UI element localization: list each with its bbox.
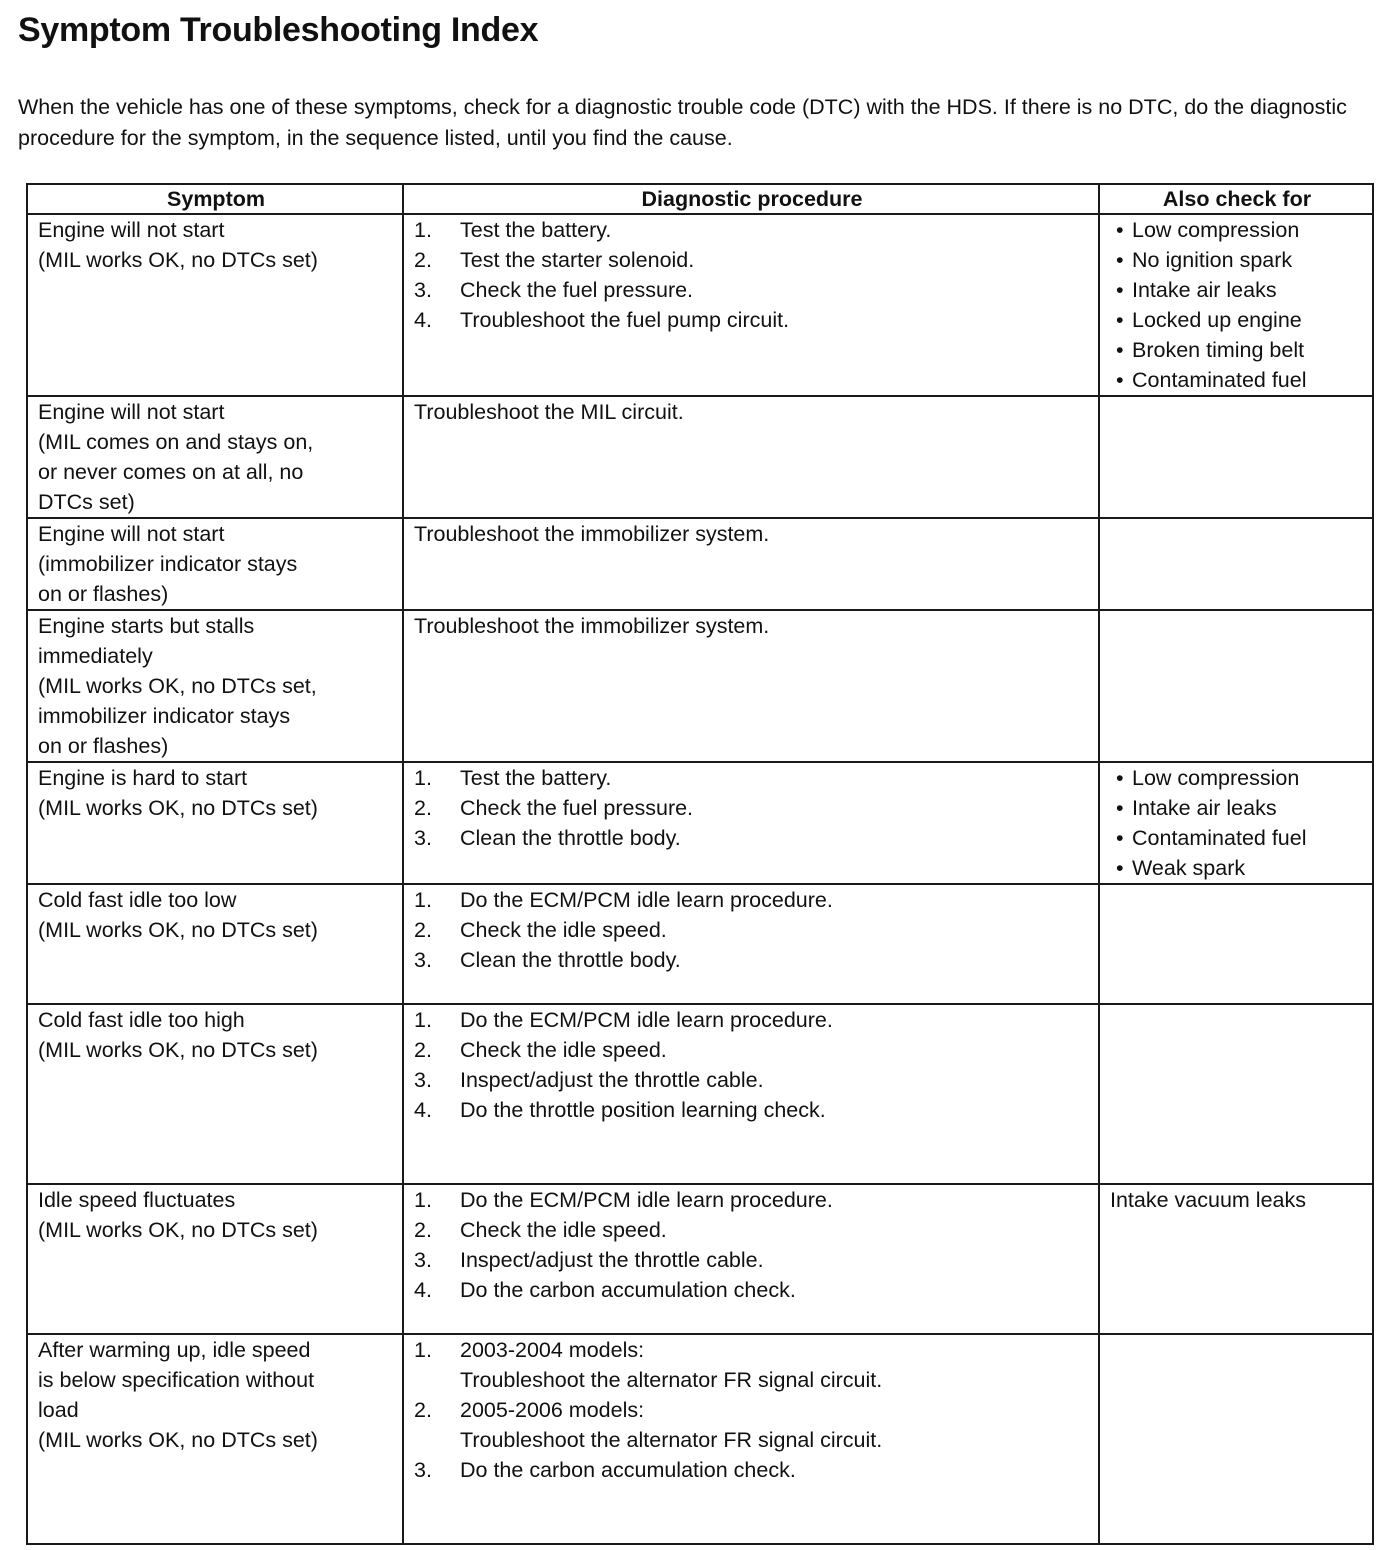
symptom-table xyxy=(26,183,1374,1545)
header-also-check-for: Also check for xyxy=(1099,184,1373,214)
symptom-line: (MIL works OK, no DTCs set) xyxy=(38,248,318,272)
bullet-icon: • xyxy=(1116,278,1124,302)
procedure-step xyxy=(414,305,1090,335)
symptom-line: (MIL works OK, no DTCs set, xyxy=(38,674,317,698)
symptom-cell xyxy=(27,610,403,762)
step-text xyxy=(460,885,833,915)
procedure-text: Troubleshoot the immobilizer system. xyxy=(414,522,770,546)
step-text xyxy=(460,1065,764,1095)
procedure-cell xyxy=(403,1004,1099,1184)
step-number: 3. xyxy=(414,948,432,972)
table-row xyxy=(27,610,1373,762)
step-text-line: Do the ECM/PCM idle learn procedure. xyxy=(460,1188,833,1212)
step-text-line: Clean the throttle body. xyxy=(460,948,681,972)
step-number: 1. xyxy=(414,218,432,242)
symptom-line: Idle speed fluctuates xyxy=(38,1188,236,1212)
step-number: 4. xyxy=(414,1278,432,1302)
also-check-list xyxy=(1110,215,1364,395)
table-row xyxy=(27,884,1373,1004)
header-symptom: Symptom xyxy=(27,184,403,214)
also-check-list xyxy=(1110,763,1364,883)
symptom-line: (immobilizer indicator stays xyxy=(38,552,298,576)
table-body xyxy=(27,214,1373,1544)
also-check-text: Contaminated fuel xyxy=(1132,826,1307,850)
procedure-step xyxy=(414,793,1090,823)
step-text xyxy=(460,1215,667,1245)
also-check-item xyxy=(1110,335,1364,365)
step-text xyxy=(460,305,789,335)
symptom-cell xyxy=(27,1334,403,1544)
also-check-cell xyxy=(1099,396,1373,518)
procedure-step xyxy=(414,1005,1090,1035)
procedure-step xyxy=(414,763,1090,793)
symptom-cell xyxy=(27,1004,403,1184)
step-text-line: Do the throttle position learning check. xyxy=(460,1098,826,1122)
step-text-line: Inspect/adjust the throttle cable. xyxy=(460,1068,764,1092)
procedure-step xyxy=(414,1065,1090,1095)
step-text-line: Check the idle speed. xyxy=(460,918,667,942)
also-check-text: Intake air leaks xyxy=(1132,796,1277,820)
procedure-cell xyxy=(403,610,1099,762)
also-check-item xyxy=(1110,245,1364,275)
step-number: 2. xyxy=(414,1398,432,1422)
symptom-line: is below specification without xyxy=(38,1368,315,1392)
also-check-cell xyxy=(1099,1334,1373,1544)
procedure-step xyxy=(414,945,1090,975)
symptom-line: Cold fast idle too low xyxy=(38,888,237,912)
step-number: 2. xyxy=(414,796,432,820)
also-check-item xyxy=(1110,793,1364,823)
bullet-icon: • xyxy=(1116,826,1124,850)
table-row xyxy=(27,762,1373,884)
step-number: 4. xyxy=(414,308,432,332)
step-text xyxy=(460,1275,796,1305)
procedure-step xyxy=(414,1215,1090,1245)
step-number: 2. xyxy=(414,1038,432,1062)
step-text-line: Check the idle speed. xyxy=(460,1038,667,1062)
step-text xyxy=(460,915,667,945)
also-check-cell xyxy=(1099,610,1373,762)
step-text-line: 2005-2006 models: xyxy=(460,1398,645,1422)
also-check-item xyxy=(1110,823,1364,853)
also-check-text: Intake vacuum leaks xyxy=(1110,1188,1306,1212)
procedure-step xyxy=(414,1245,1090,1275)
step-text xyxy=(460,275,693,305)
step-number: 1. xyxy=(414,1338,432,1362)
procedure-cell xyxy=(403,396,1099,518)
procedure-step xyxy=(414,245,1090,275)
step-text xyxy=(460,763,611,793)
symptom-line: After warming up, idle speed xyxy=(38,1338,311,1362)
step-text xyxy=(460,1035,667,1065)
step-text-line: Inspect/adjust the throttle cable. xyxy=(460,1248,764,1272)
step-number: 2. xyxy=(414,1218,432,1242)
also-check-cell xyxy=(1099,1004,1373,1184)
procedure-cell xyxy=(403,1334,1099,1544)
symptom-line: on or flashes) xyxy=(38,734,169,758)
procedure-cell xyxy=(403,1184,1099,1334)
step-text xyxy=(460,215,611,245)
procedure-text: Troubleshoot the immobilizer system. xyxy=(414,614,770,638)
symptom-cell xyxy=(27,1184,403,1334)
step-number: 1. xyxy=(414,766,432,790)
bullet-icon: • xyxy=(1116,856,1124,880)
step-text-line: Test the battery. xyxy=(460,218,612,242)
also-check-cell xyxy=(1099,762,1373,884)
symptom-cell xyxy=(27,884,403,1004)
step-text xyxy=(460,1005,833,1035)
also-check-cell xyxy=(1099,214,1373,396)
procedure-step xyxy=(414,915,1090,945)
table-row xyxy=(27,214,1373,396)
procedure-steps xyxy=(414,1185,1090,1305)
bullet-icon: • xyxy=(1116,218,1124,242)
bullet-icon: • xyxy=(1116,248,1124,272)
symptom-line: DTCs set) xyxy=(38,490,135,514)
step-text xyxy=(460,945,681,975)
symptom-line: (MIL works OK, no DTCs set) xyxy=(38,1038,318,1062)
symptom-line: (MIL works OK, no DTCs set) xyxy=(38,918,318,942)
symptom-line: (MIL works OK, no DTCs set) xyxy=(38,796,318,820)
step-text xyxy=(460,823,681,853)
step-text xyxy=(460,1395,882,1455)
also-check-text: Low compression xyxy=(1132,766,1300,790)
step-text xyxy=(460,793,693,823)
also-check-text: Locked up engine xyxy=(1132,308,1302,332)
intro-paragraph: When the vehicle has one of these symptoms, check for a diagnostic trouble code (DTC) with the HDS. If there is no DTC, do the diagnostic procedure for the symptom, in the sequence listed, until you find the cause. xyxy=(18,95,1347,150)
also-check-cell xyxy=(1099,884,1373,1004)
symptom-line: Cold fast idle too high xyxy=(38,1008,245,1032)
step-number: 1. xyxy=(414,1188,432,1212)
also-check-item xyxy=(1110,215,1364,245)
also-check-item xyxy=(1110,763,1364,793)
step-text-line: Clean the throttle body. xyxy=(460,826,681,850)
step-text xyxy=(460,1335,882,1395)
also-check-item xyxy=(1110,275,1364,305)
step-number: 3. xyxy=(414,1458,432,1482)
procedure-steps xyxy=(414,1335,1090,1485)
symptom-cell xyxy=(27,518,403,610)
symptom-line: (MIL comes on and stays on, xyxy=(38,430,314,454)
step-text-line: Test the starter solenoid. xyxy=(460,248,695,272)
also-check-text: Weak spark xyxy=(1132,856,1246,880)
symptom-line: Engine starts but stalls xyxy=(38,614,255,638)
also-check-text: Contaminated fuel xyxy=(1132,368,1307,392)
also-check-item xyxy=(1110,365,1364,395)
procedure-step xyxy=(414,1395,1090,1455)
symptom-cell xyxy=(27,396,403,518)
also-check-text: Broken timing belt xyxy=(1132,338,1305,362)
procedure-step xyxy=(414,275,1090,305)
table-header-row xyxy=(27,184,1373,214)
also-check-item xyxy=(1110,305,1364,335)
step-text-line: Do the ECM/PCM idle learn procedure. xyxy=(460,1008,833,1032)
symptom-line: Engine will not start xyxy=(38,218,225,242)
procedure-step xyxy=(414,823,1090,853)
step-number: 4. xyxy=(414,1098,432,1122)
step-number: 3. xyxy=(414,1248,432,1272)
also-check-cell xyxy=(1099,518,1373,610)
step-number: 3. xyxy=(414,278,432,302)
table-row xyxy=(27,396,1373,518)
procedure-step xyxy=(414,1275,1090,1305)
also-check-text: No ignition spark xyxy=(1132,248,1293,272)
table-row xyxy=(27,1184,1373,1334)
symptom-cell xyxy=(27,214,403,396)
also-check-text: Intake air leaks xyxy=(1132,278,1277,302)
symptom-cell xyxy=(27,762,403,884)
header-diagnostic-procedure: Diagnostic procedure xyxy=(403,184,1099,214)
step-text-line: Do the ECM/PCM idle learn procedure. xyxy=(460,888,833,912)
symptom-line: Engine will not start xyxy=(38,522,225,546)
step-text-line: Check the fuel pressure. xyxy=(460,278,694,302)
step-text-line: Troubleshoot the fuel pump circuit. xyxy=(460,308,790,332)
procedure-steps xyxy=(414,885,1090,975)
also-check-item xyxy=(1110,853,1364,883)
step-text-line: Test the battery. xyxy=(460,766,612,790)
step-number: 2. xyxy=(414,248,432,272)
step-number: 1. xyxy=(414,888,432,912)
step-text-line: Do the carbon accumulation check. xyxy=(460,1278,796,1302)
procedure-step xyxy=(414,1335,1090,1395)
procedure-step xyxy=(414,1185,1090,1215)
symptom-line: (MIL works OK, no DTCs set) xyxy=(38,1428,318,1452)
page-title: Symptom Troubleshooting Index xyxy=(18,11,539,49)
bullet-icon: • xyxy=(1116,338,1124,362)
step-text xyxy=(460,1245,764,1275)
procedure-step xyxy=(414,1035,1090,1065)
bullet-icon: • xyxy=(1116,308,1124,332)
symptom-line: immediately xyxy=(38,644,153,668)
symptom-line: Engine is hard to start xyxy=(38,766,248,790)
procedure-steps xyxy=(414,215,1090,335)
procedure-cell xyxy=(403,762,1099,884)
procedure-cell xyxy=(403,884,1099,1004)
symptom-line: on or flashes) xyxy=(38,582,169,606)
bullet-icon: • xyxy=(1116,368,1124,392)
bullet-icon: • xyxy=(1116,796,1124,820)
step-text xyxy=(460,1185,833,1215)
step-number: 3. xyxy=(414,1068,432,1092)
procedure-step xyxy=(414,885,1090,915)
step-text xyxy=(460,1095,826,1125)
step-text xyxy=(460,245,694,275)
symptom-line: Engine will not start xyxy=(38,400,225,424)
step-text-line: Do the carbon accumulation check. xyxy=(460,1458,796,1482)
step-text xyxy=(460,1455,796,1485)
table-row xyxy=(27,1334,1373,1544)
step-number: 1. xyxy=(414,1008,432,1032)
procedure-steps xyxy=(414,763,1090,853)
also-check-cell xyxy=(1099,1184,1373,1334)
procedure-step xyxy=(414,215,1090,245)
step-text-line: Troubleshoot the alternator FR signal circuit. xyxy=(460,1428,883,1452)
table-row xyxy=(27,518,1373,610)
procedure-step xyxy=(414,1455,1090,1485)
procedure-cell xyxy=(403,214,1099,396)
procedure-step xyxy=(414,1095,1090,1125)
step-number: 3. xyxy=(414,826,432,850)
also-check-text: Low compression xyxy=(1132,218,1300,242)
step-text-line: Check the fuel pressure. xyxy=(460,796,694,820)
symptom-line: (MIL works OK, no DTCs set) xyxy=(38,1218,318,1242)
step-text-line: Troubleshoot the alternator FR signal circuit. xyxy=(460,1368,883,1392)
procedure-cell xyxy=(403,518,1099,610)
symptom-line: immobilizer indicator stays xyxy=(38,704,291,728)
symptom-line: load xyxy=(38,1398,79,1422)
table-row xyxy=(27,1004,1373,1184)
procedure-text: Troubleshoot the MIL circuit. xyxy=(414,400,684,424)
bullet-icon: • xyxy=(1116,766,1124,790)
symptom-line: or never comes on at all, no xyxy=(38,460,304,484)
step-text-line: Check the idle speed. xyxy=(460,1218,667,1242)
step-text-line: 2003-2004 models: xyxy=(460,1338,645,1362)
procedure-steps xyxy=(414,1005,1090,1125)
step-number: 2. xyxy=(414,918,432,942)
